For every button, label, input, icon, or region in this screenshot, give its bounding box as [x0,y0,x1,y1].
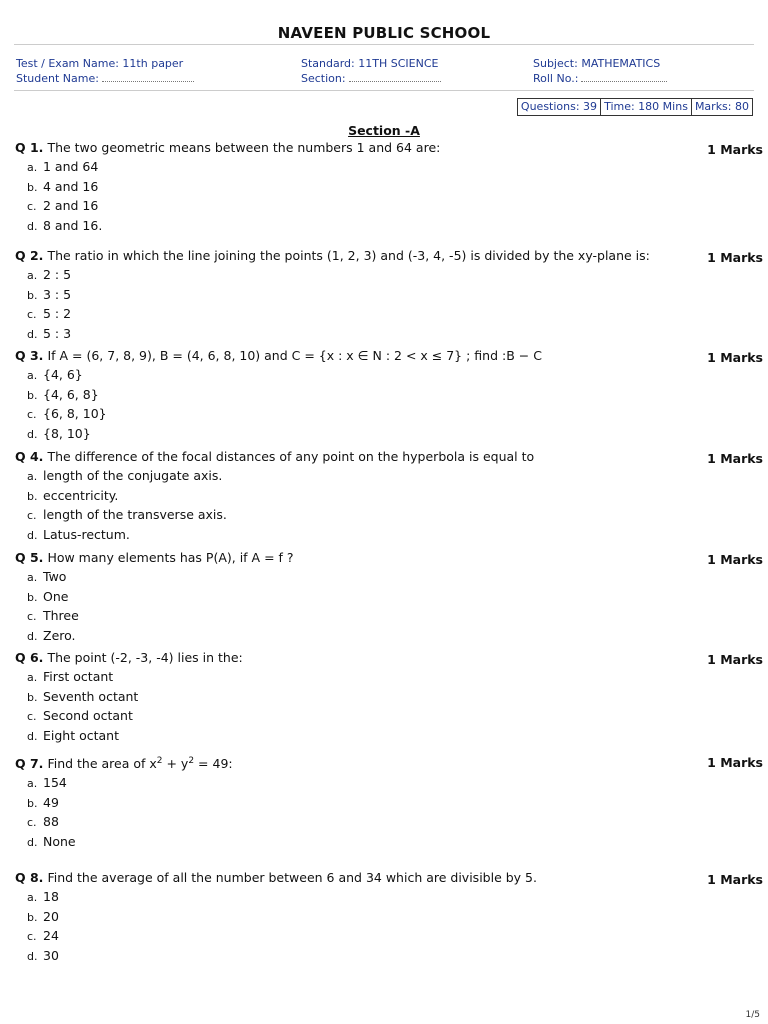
superscript: 2 [156,756,163,766]
option-text: 5 : 2 [43,306,72,322]
options-list [27,366,763,444]
option-letter: a. [27,671,38,684]
option-letter: a. [27,470,38,483]
option-text: 3 : 5 [43,286,72,302]
option [27,366,763,386]
option [27,927,763,947]
header-divider [14,44,754,45]
question-number: Q 7. [15,756,44,772]
options-list [27,774,763,852]
student-name-label: Student Name: [16,72,99,85]
question-number: Q 2. [15,248,44,263]
question-text [15,550,763,566]
total-marks: Marks: 80 [694,100,749,113]
roll-no-row [533,71,667,86]
option-text: 8 and 16. [43,217,103,233]
question-block [15,449,763,545]
option-letter: d. [27,528,38,542]
option-letter: b. [27,690,38,704]
section-title: Section -A [348,123,420,138]
question-text [15,348,763,364]
student-name-blank [102,72,194,82]
option [27,526,763,546]
option-text: Three [43,608,79,624]
option-text: 88 [43,814,59,830]
option [27,727,763,747]
option-text: length of the transverse axis. [43,507,227,523]
question-body-part: = 49: [194,756,233,772]
question-number: Q 6. [15,650,44,665]
question-body: If A = (6, 7, 8, 9), B = (4, 6, 8, 10) and C = {x : x ∈ N : 2 < x ≤ 7} ; find :B − C [47,348,542,363]
option-text: 2 : 5 [43,267,72,282]
option [27,908,763,928]
question-body [47,756,232,771]
header-divider-bottom [14,90,754,91]
option [27,888,763,908]
option [27,405,763,425]
option-text: 49 [43,794,59,810]
option-text: {8, 10} [43,425,91,441]
question-marks: 1 Marks [707,142,763,157]
option-text: Latus-rectum. [43,526,130,542]
option [27,197,763,217]
section-label: Section: [301,72,346,85]
questions-count: Questions: 39 [518,99,601,115]
option [27,217,763,237]
option-text: length of the conjugate axis. [43,468,223,483]
option-letter: c. [27,710,37,724]
option [27,947,763,967]
option-text: {6, 8, 10} [43,406,107,422]
option [27,425,763,445]
question-block [15,140,763,236]
exam-meta-boxes [517,98,753,116]
question-number: Q 5. [15,550,44,565]
question-body-part: + y [162,756,189,772]
question-body: How many elements has P(A), if A = f ? [47,550,294,565]
option [27,158,763,178]
option [27,813,763,833]
option [27,178,763,198]
question-body: The ratio in which the line joining the points (1, 2, 3) and (-3, 4, -5) is divided by the xy-plane is: [47,248,650,263]
option-letter: d. [27,327,38,341]
question-text [15,248,763,264]
question-marks: 1 Marks [707,872,763,887]
option [27,588,763,608]
option-letter: d. [27,219,38,233]
roll-no-label: Roll No.: [533,72,579,85]
option-text: Eight octant [43,727,120,743]
question-body-part: Find the area of x [47,756,157,772]
question-body: The two geometric means between the numbers 1 and 64 are: [47,140,441,155]
option [27,688,763,708]
question-marks: 1 Marks [707,451,763,466]
header-left-block [16,56,194,86]
question-text [15,650,763,666]
question-text [15,870,763,886]
option-text: 154 [43,775,67,791]
option [27,467,763,487]
question-text [15,753,763,772]
options-list [27,568,763,646]
option-letter: c. [27,308,37,322]
student-name-row [16,71,194,86]
question-body: The point (-2, -3, -4) lies in the: [47,650,243,665]
option [27,386,763,406]
option-letter: b. [27,288,38,302]
question-block [15,753,763,853]
option-text: 24 [43,928,59,944]
option-text: 1 and 64 [43,159,99,174]
question-text [15,449,763,465]
option [27,506,763,526]
page-number: 1/5 [745,1010,760,1020]
option-letter: a. [27,369,38,382]
option-letter: a. [27,161,38,174]
option-text: Seventh octant [43,688,139,704]
roll-no-blank [581,72,667,82]
option-text: Zero. [43,627,76,643]
question-block [15,550,763,646]
standard: Standard: 11TH SCIENCE [301,57,439,70]
option-text: One [43,588,69,604]
option [27,286,763,306]
options-list [27,467,763,545]
question-number: Q 4. [15,449,44,464]
option [27,305,763,325]
option [27,568,763,588]
option [27,794,763,814]
option [27,487,763,507]
option [27,607,763,627]
option-letter: a. [27,891,38,904]
section-row [301,71,441,86]
option-text: Second octant [43,708,133,724]
superscript: 2 [188,756,195,766]
option [27,833,763,853]
option-letter: d. [27,949,38,963]
option-text: 20 [43,908,59,924]
question-marks: 1 Marks [707,755,763,770]
option [27,627,763,647]
question-marks: 1 Marks [707,250,763,265]
header-right-block [533,56,667,86]
option-letter: b. [27,910,38,924]
option-letter: d. [27,427,38,441]
question-block [15,870,763,966]
option [27,774,763,794]
question-number: Q 3. [15,348,44,363]
option-text: 30 [43,947,59,963]
option-letter: b. [27,489,38,503]
option-text: None [43,833,76,849]
question-body: Find the average of all the number between 6 and 34 which are divisible by 5. [47,870,537,885]
question-marks: 1 Marks [707,552,763,567]
question-text [15,140,763,156]
option-letter: a. [27,269,38,282]
option-text: eccentricity. [43,487,119,503]
time-limit: Time: 180 Mins [601,99,692,115]
question-block [15,248,763,344]
option-letter: b. [27,590,38,604]
option-letter: a. [27,777,38,791]
option-letter: c. [27,930,37,944]
test-name: Test / Exam Name: 11th paper [16,57,184,70]
option-text: 5 : 3 [43,325,72,341]
question-body: The difference of the focal distances of any point on the hyperbola is equal to [47,449,535,464]
option-letter: d. [27,629,38,643]
option [27,266,763,286]
option-letter: d. [27,835,38,849]
school-title: NAVEEN PUBLIC SCHOOL [277,24,491,42]
option-text: First octant [43,669,114,684]
question-marks: 1 Marks [707,652,763,667]
section-blank [349,72,441,82]
options-list [27,266,763,344]
question-number: Q 8. [15,870,44,885]
option-letter: c. [27,816,37,830]
option-text: {4, 6} [43,367,83,382]
option [27,325,763,345]
option-text: 2 and 16 [43,198,99,214]
option-letter: c. [27,509,37,523]
option-letter: b. [27,180,38,194]
option-letter: a. [27,571,38,584]
option-letter: c. [27,610,37,624]
option-letter: b. [27,796,38,810]
option-text: 18 [43,889,59,904]
question-block [15,348,763,444]
option-text: {4, 6, 8} [43,386,99,402]
option-letter: c. [27,200,37,214]
option-letter: c. [27,408,37,422]
options-list [27,668,763,746]
option-text: 4 and 16 [43,178,99,194]
question-number: Q 1. [15,140,44,155]
option-text: Two [43,569,67,584]
option [27,707,763,727]
option [27,668,763,688]
subject: Subject: MATHEMATICS [533,57,661,70]
option-letter: b. [27,388,38,402]
question-block [15,650,763,746]
option-letter: d. [27,729,38,743]
options-list [27,888,763,966]
options-list [27,158,763,236]
header-middle-block [301,56,441,86]
question-marks: 1 Marks [707,350,763,365]
